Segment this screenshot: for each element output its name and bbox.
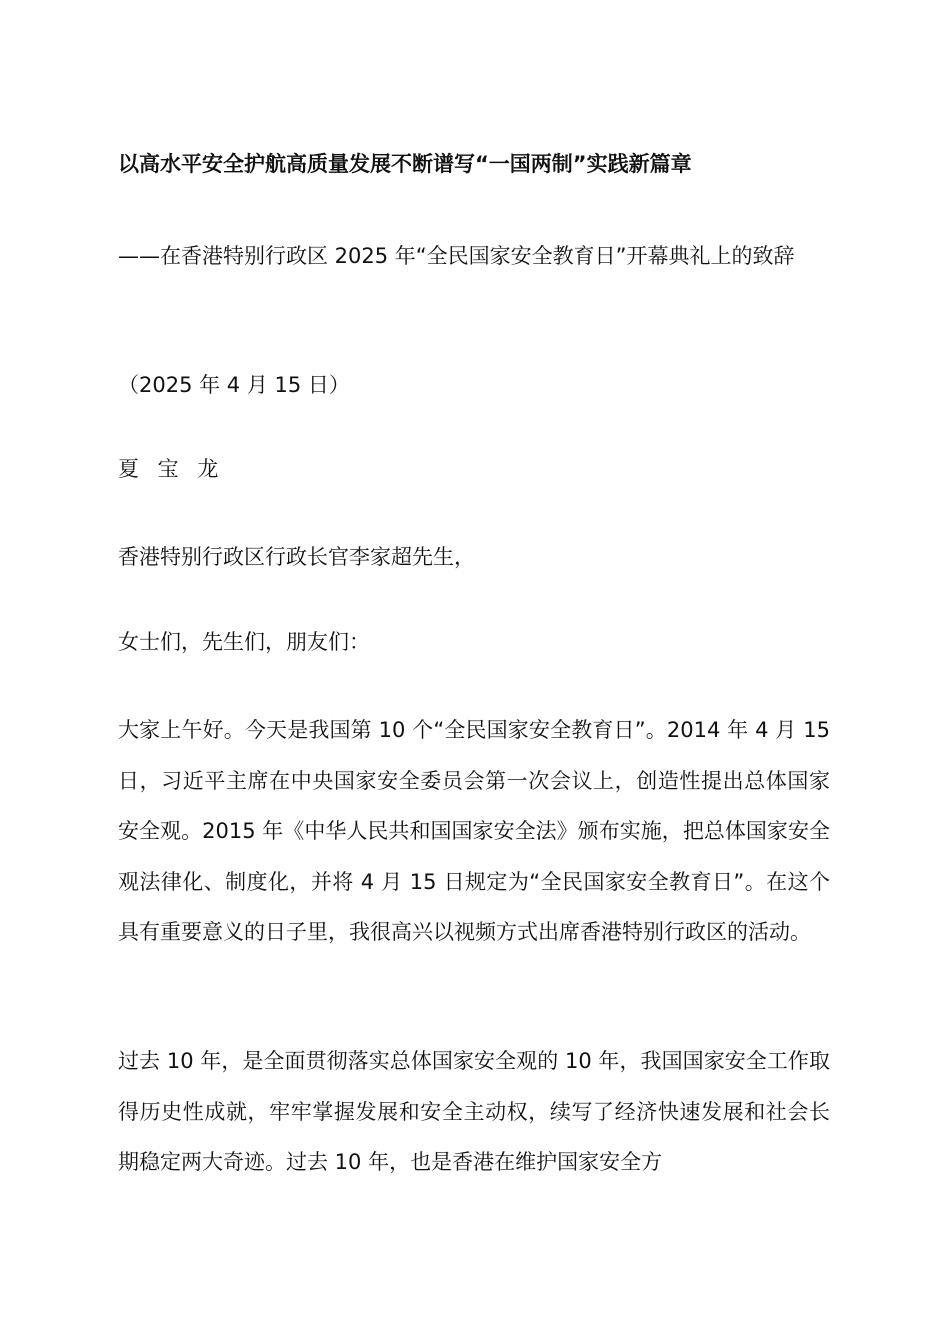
document-title: 以高水平安全护航高质量发展不断谱写“一国两制”实践新篇章	[118, 152, 692, 176]
author-name: 夏 宝 龙	[118, 457, 225, 481]
salutation-line: 女士们，先生们，朋友们：	[118, 630, 370, 654]
salutation-line: 香港特别行政区行政长官李家超先生，	[118, 545, 475, 569]
speech-date: （2025 年 4 月 15 日）	[118, 373, 350, 397]
body-paragraph: 过去 10 年，是全面贯彻落实总体国家安全观的 10 年，我国国家安全工作取得历史性成就，牢牢掌握发展和安全主动权，续写了经济快速发展和社会长期稳定两大奇迹。过去 10 年，也是香港在维护国家安全方	[118, 1049, 830, 1174]
body-paragraph: 大家上午好。今天是我国第 10 个“全民国家安全教育日”。2014 年 4 月 15 日，习近平主席在中央国家安全委员会第一次会议上，创造性提出总体国家安全观。2015 年《中华人民共和国国家安全法》颁布实施，把总体国家安全观法律化、制度化，并将 4 月 15 日规定为“全民国家安全教育日”。在这个具有重要意义的日子里，我很高兴以视频方式出席香港特别行政区的活动。	[118, 718, 830, 944]
document-subtitle: ——在香港特别行政区 2025 年“全民国家安全教育日”开幕典礼上的致辞	[118, 244, 795, 268]
